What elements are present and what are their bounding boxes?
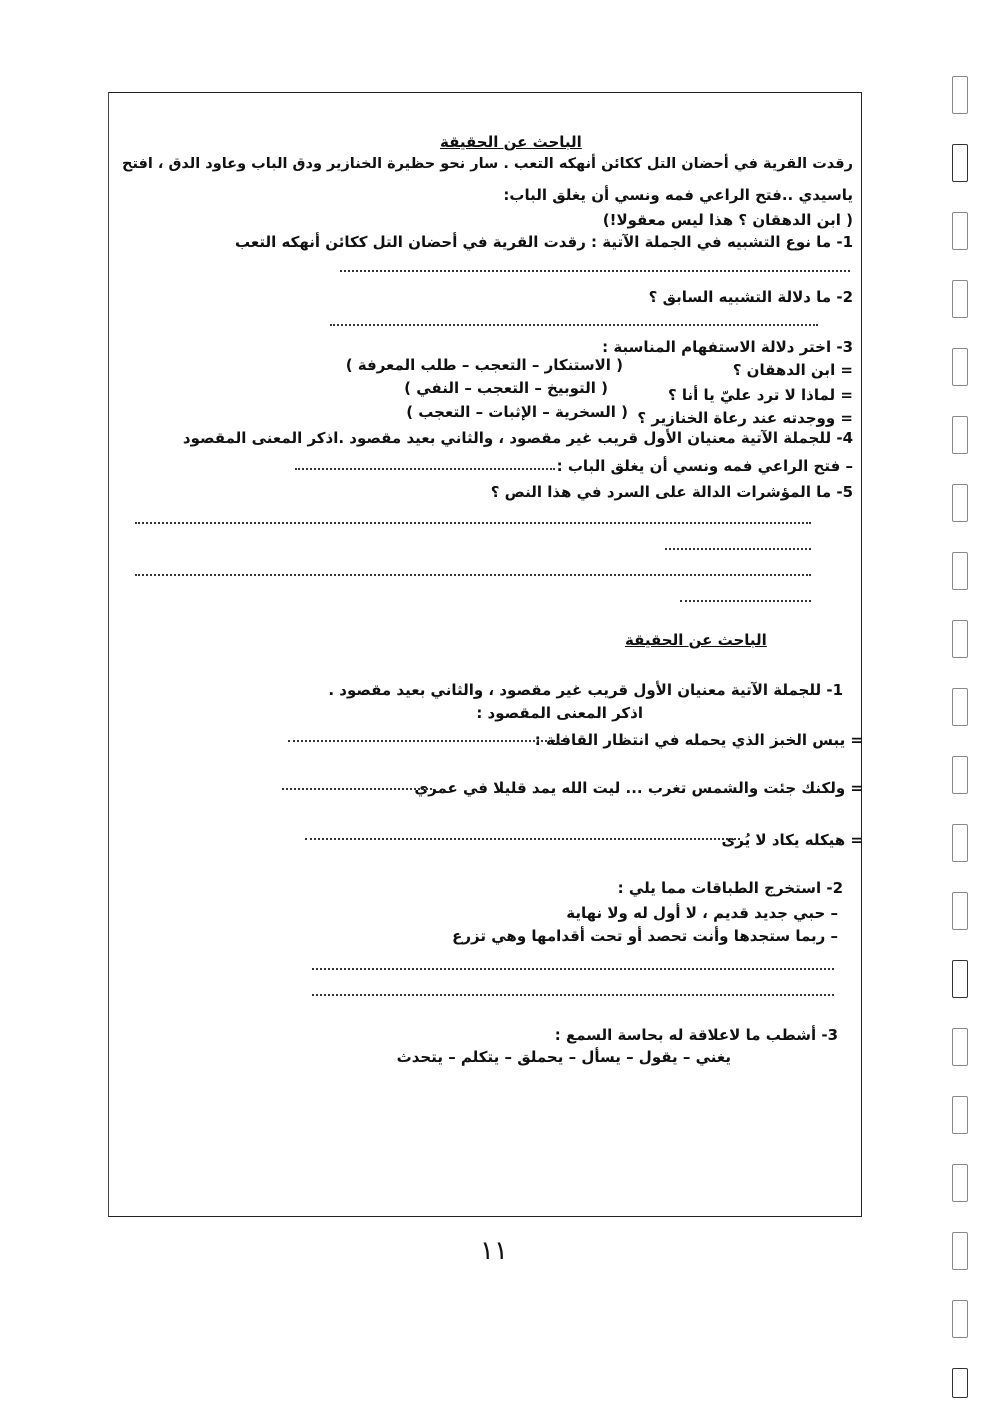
q3-options: ( السخرية – الإثبات – التعجب ) — [406, 403, 628, 421]
binder-hole — [952, 76, 968, 114]
answer-line — [295, 466, 555, 470]
answer-line — [665, 546, 811, 550]
q4-item: – فتح الراعي فمه ونسي أن يغلق الباب : — [556, 457, 853, 475]
question-2: 2- استخرج الطباقات مما يلي : — [617, 879, 843, 897]
q3-words: يغني – يقول – يسأل – يحملق – يتكلم – يتحدث — [396, 1048, 731, 1066]
question-3: 3- أشطب ما لاعلاقة له بحاسة السمع : — [554, 1026, 838, 1044]
binder-hole — [952, 212, 968, 250]
binder-hole — [952, 892, 968, 930]
binder-hole — [952, 1232, 968, 1270]
answer-line — [312, 992, 834, 996]
q1-item: = هيكله يكاد لا يُرى — [721, 831, 863, 849]
paragraph-line: ياسيدي ..فتح الراعي فمه ونسي أن يغلق الباب: — [503, 186, 853, 204]
answer-line — [340, 268, 850, 272]
paragraph-line: ( ابن الدهقان ؟ هذا ليس معقولا!) — [602, 211, 853, 229]
q3-options: ( الاستنكار – التعجب – طلب المعرفة ) — [345, 356, 623, 374]
binder-hole — [952, 416, 968, 454]
question-5: 5- ما المؤشرات الدالة على السرد في هذا النص ؟ — [490, 483, 853, 501]
answer-line — [305, 836, 740, 840]
answer-line — [135, 572, 811, 576]
q3-item: = ووجدته عند رعاة الخنازير ؟ — [637, 409, 853, 427]
section1-title: الباحث عن الحقيقة — [440, 133, 582, 151]
answer-line — [312, 966, 834, 970]
binder-hole — [952, 688, 968, 726]
binder-hole — [952, 1368, 968, 1398]
binder-hole — [952, 1164, 968, 1202]
section2-title: الباحث عن الحقيقة — [625, 631, 767, 649]
question-2: 2- ما دلالة التشبيه السابق ؟ — [648, 288, 853, 306]
q2-item: – ربما ستجدها وأنت تحصد أو تحت أقدامها وهي تزرع — [452, 927, 838, 945]
q2-item: – حبي جديد قديم ، لا أول له ولا نهاية — [566, 904, 838, 922]
q3-item: = ابن الدهقان ؟ — [732, 361, 853, 379]
binder-hole — [952, 1028, 968, 1066]
paragraph-line: رقدت القرية في أحضان التل ككائن أنهكه التعب . سار نحو حظيرة الخنازير ودق الباب وعاود الدق ، افتح — [122, 156, 853, 172]
binder-hole — [952, 348, 968, 386]
binder-hole — [952, 552, 968, 590]
binder-hole — [952, 1096, 968, 1134]
answer-line — [680, 598, 811, 602]
q3-item: = لماذا لا ترد عليّ يا أنا ؟ — [667, 386, 853, 404]
answer-line — [330, 322, 818, 326]
q1-item: = يبس الخبز الذي يحمله في انتظار القافلة : — [534, 731, 863, 749]
question-1-cont: اذكر المعنى المقصود : — [476, 704, 643, 722]
binder-hole — [952, 960, 968, 998]
question-1: 1- ما نوع التشبيه في الجملة الآتية : رقدت القرية في أحضان التل ككائن أنهكه التعب — [235, 233, 853, 251]
question-3: 3- اختر دلالة الاستفهام المناسبة : — [602, 338, 853, 356]
binder-hole — [952, 620, 968, 658]
binder-hole — [952, 144, 968, 182]
binder-hole — [952, 756, 968, 794]
binder-hole — [952, 824, 968, 862]
answer-line — [288, 738, 563, 742]
q1-item: = ولكنك جئت والشمس تغرب ... ليت الله يمد قليلا في عمري — [414, 779, 863, 797]
binder-hole — [952, 280, 968, 318]
answer-line — [282, 786, 432, 790]
question-1: 1- للجملة الآتية معنيان الأول قريب غير مقصود ، والثاني بعيد مقصود . — [328, 681, 843, 699]
answer-line — [135, 520, 811, 524]
binder-hole — [952, 1300, 968, 1338]
binder-hole — [952, 484, 968, 522]
question-4: 4- للجملة الآتية معنيان الأول قريب غير مقصود ، والثاني بعيد مقصود .اذكر المعنى المقصود — [182, 429, 853, 447]
q3-options: ( التوبيخ – التعجب – النفي ) — [404, 379, 608, 397]
page-number: ١١ — [480, 1236, 508, 1266]
